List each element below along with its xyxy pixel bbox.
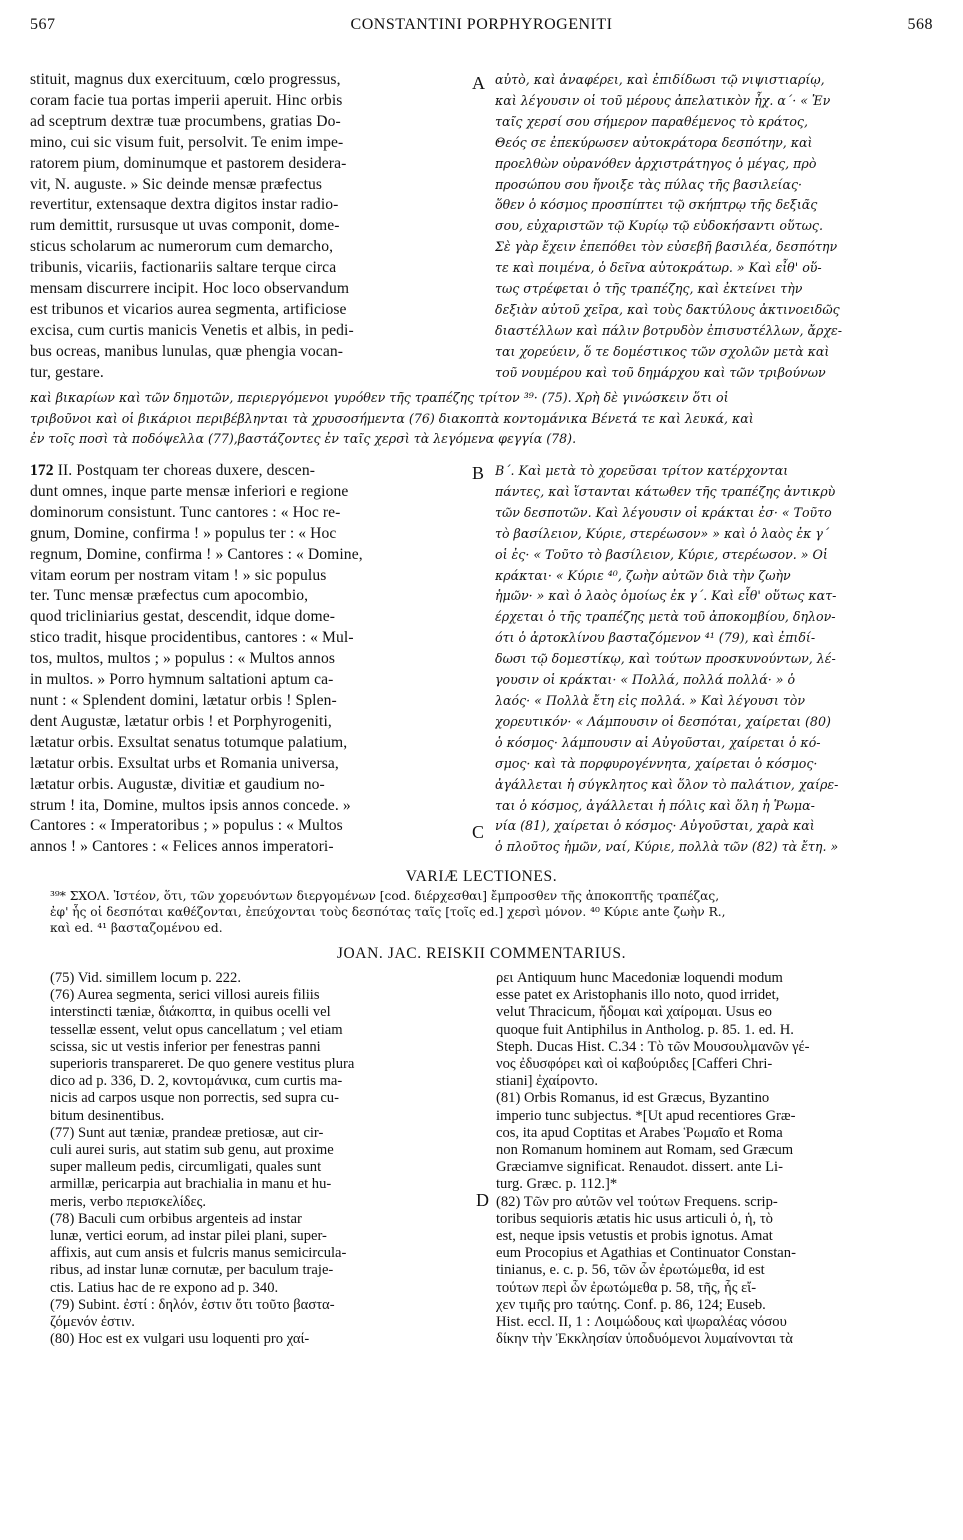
commentary-line: (77) Sunt aut tæniæ, prandeæ pretiosæ, aut cir-: [50, 1124, 324, 1141]
greek-line: ται χορεύειν, ὅ τε δομέστικος τῶν σχολῶν μετὰ καὶ: [495, 343, 830, 359]
greek-line: Θεός σε ἐπεκύρωσεν αὐτοκράτορα δεσπότην, καὶ: [495, 134, 813, 150]
greek-line: σμος· καὶ τὰ πορφυρογέννητα, χαίρεται ὁ κόσμος·: [495, 755, 818, 771]
greek-line: σου, εὐχαριστῶν τῷ Κυρίῳ τῷ εὐδοκήσαντι οὕτως.: [495, 218, 823, 234]
latin-line: stico tradit, hisque procidentibus, cantores : « Mul-: [30, 629, 354, 647]
commentary-line: est, neque ipsis vetustis et probis ignotus. Amat: [496, 1228, 773, 1245]
latin-line-text: II. Postquam ter choreas duxere, descen-: [57, 462, 316, 479]
latin-line: vit, N. auguste. » Sic deinde mensæ præfectus: [30, 175, 323, 193]
latin-line: tur, gestare.: [30, 363, 104, 381]
greek-column-top: [495, 70, 937, 388]
latin-line: ratorem pium, dominumque et pastorem desidera-: [30, 154, 347, 172]
commentary-line: tinianus, e. c. p. 56, τῶν ὧν ἐρωτώμεθα, id est: [496, 1262, 765, 1279]
greek-line: διαστέλλων καὶ πάλιν βοτρυδὸν ἐπισυστέλλων, ἄρχε-: [495, 322, 843, 338]
commentary-line: ctis. Latius hac de re expono ad p. 340.: [50, 1279, 279, 1296]
greek-line: τοῦ νουμέρου καὶ τοῦ δημάρχου καὶ τῶν τριβούνων: [495, 364, 826, 380]
commentary-heading: JOAN. JAC. REISKII COMMENTARIUS.: [336, 945, 627, 962]
commentary-line: affixis, aut cum ansis et fulcris manus semicircula-: [50, 1245, 347, 1262]
greek-line: καὶ λέγουσιν οἱ τοῦ μέρους ἀπελατικὸν ἦχ. α΄· « Ἐν: [495, 92, 831, 108]
latin-line: mensam discurrere incipit. Hoc loco observandum: [30, 280, 350, 298]
variae-lectiones-text: [50, 888, 933, 940]
greek-line: ότι ὁ ἀρτοκλίνου βασταζόμενον ⁴¹ (79), καὶ ἐπιδί-: [495, 630, 816, 646]
section-marker-d: D: [476, 1190, 489, 1210]
variae-lectiones-heading: VARIÆ LECTIONES.: [405, 868, 558, 885]
commentary-line: (78) Baculi cum orbibus argenteis ad instar: [50, 1210, 302, 1227]
section-marker-b: B: [472, 463, 485, 483]
page-number-right: 568: [907, 16, 933, 33]
variant-reading-line: ἐφ' ἧς οἱ δεσπόται καθέζονται, ἐπεύχονται τοὺς δεσπότας ταῖς [τοῖς ed.] χερσὶ μόνον. ⁴⁰ Κύριε ante ζωὴν R.,: [50, 905, 726, 920]
greek-full-width-text: [30, 388, 933, 452]
commentary-line: nicis ad carpos usque non porrectis, sed supra cu-: [50, 1090, 339, 1107]
latin-line: excisa, cum curtis manicis Venetis et albis, in pedi-: [30, 321, 354, 339]
latin-line: stituit, magnus dux exercituum, cœlo progressus,: [30, 71, 341, 88]
greek-line: τῶν δεσποτῶν. Καὶ λέγουσιν οἱ κράκται ἐσ· « Τοῦτο: [495, 504, 832, 520]
commentary-line: (81) Orbis Romanus, id est Græcus, Byzantino: [496, 1090, 770, 1107]
latin-line: nunt : « Splendent domini, lætatur orbis ! Splen-: [30, 691, 337, 709]
greek-line: προελθὼν οὐρανόθεν ἀρχιστράτηγος ὁ μέγας, πρὸ: [495, 155, 817, 171]
latin-line: quod tricliniarius gestat, descendit, idque dome-: [30, 608, 336, 626]
latin-line: mino, cui sic visum fuit, persolvit. Te enim impe-: [30, 133, 344, 151]
commentary-line: τούτων περὶ ὧν ἐρωτώμεθα p. 58, τῆς, ἧς εἴ-: [496, 1279, 757, 1296]
commentary-line: meris, verbo περισκελίδες.: [50, 1193, 207, 1210]
greek-line: γουσιν οἱ κράκται· « Πολλά, πολλά πολλά· » ὁ: [495, 672, 796, 688]
section-marker-a: A: [472, 73, 485, 93]
commentary-line: superioris transpareret. De quo genere vestitus plura: [50, 1056, 355, 1073]
section-marker-c: C: [472, 822, 485, 842]
latin-line: ad sceptrum dextræ tuæ procumbens, gratias Do-: [30, 112, 341, 130]
variant-reading-line: καὶ ed. ⁴¹ βασταζομένου ed.: [50, 921, 223, 936]
commentary-line: velut Thracicum, ἤδομαι καὶ χαίρομαι. Usus eo: [496, 1004, 772, 1021]
latin-line: [30, 461, 468, 482]
running-title: CONSTANTINI PORPHYROGENITI: [350, 16, 613, 33]
latin-line: bus ocreas, manibus lunulas, quæ phengia vocan-: [30, 342, 344, 360]
commentary-line: (80) Hoc est ex vulgari usu loquenti pro χαί-: [50, 1331, 310, 1348]
latin-line: lætatur orbis. Exsultat urbs et Romania universa,: [30, 754, 339, 772]
commentary-line: tessellæ essent, velut opus cancellatum ; vel etiam: [50, 1021, 343, 1038]
commentary-line: imperio tunc subjectus. *[Ut apud recentiores Græ-: [496, 1107, 796, 1124]
commentary-line: armillæ, pericarpia aut brachialia in manu et hu-: [50, 1176, 332, 1193]
commentary-line: interstincti tæniæ, διάκοπτα, in quibus ocelli vel: [50, 1004, 331, 1021]
greek-line: Β΄. Καὶ μετὰ τὸ χορεῦσαι τρίτον κατέρχονται: [495, 463, 789, 478]
greek-line: δωσι τῷ δομεστίκῳ, καὶ τούτων προσκυνούντων, λέ-: [495, 651, 836, 667]
commentary-line: cos, ita apud Coptitas et Arabes Ῥωμαῖο et Roma: [496, 1124, 783, 1141]
commentary-line: scissa, sic ut vestis inferior per fenestras panni: [50, 1038, 321, 1055]
commentary-line: stiani] ἐχαίροντο.: [496, 1073, 598, 1090]
latin-line: in multos. » Porro hymnum saltationi aptum ca-: [30, 671, 334, 689]
greek-line: Σὲ γὰρ ἔχειν ἐπεπόθει τὸν εὐσεβῆ βασιλέα, δεσπότην: [495, 239, 838, 255]
greek-column-middle: [495, 461, 937, 861]
commentary-line: quoque fuit Antiphilus in Antholog. p. 85. 1. ed. H.: [496, 1021, 794, 1038]
commentary-line: bitum desinentibus.: [50, 1107, 165, 1124]
latin-line: est tribunos et vicarios aurea segmenta, artificiose: [30, 300, 347, 318]
greek-line: ἐν τοῖς ποσὶ τὰ ποδόψελλα (77),βαστάζοντες ἐν ταῖς χερσὶ τὰ λεγόμενα φεγγία (78).: [30, 431, 577, 446]
greek-line: χορευτικόν· « Λάμπουσιν οἱ δεσπόται, χαίρεται (80): [495, 713, 831, 729]
commentary-line: ζόμενόν ἐστιν.: [50, 1314, 135, 1331]
latin-line: ter. Tunc mensæ præfectus cum apocombio,: [30, 587, 309, 605]
commentary-line: Hist. eccl. II, 1 : Λοιμώδους καὶ ψωραλέας νόσου: [496, 1314, 787, 1331]
page-number-left: 567: [30, 16, 56, 33]
latin-line: revertitur, extensaque dextra digitos instar radio-: [30, 196, 339, 214]
greek-line: λαός· « Πολλὰ ἔτη εἰς πολλά. » Καὶ λέγουσι τὸν: [495, 692, 806, 708]
latin-line: Cantores : « Imperatoribus ; » populus : « Multos: [30, 817, 343, 835]
latin-line: lætatur orbis. Exsultat senatus totumque palatium,: [30, 733, 348, 751]
greek-line: ὁ κόσμος· λάμπουσιν αἱ Αὐγοῦσται, χαίρεται ὁ κό-: [495, 734, 821, 750]
commentary-line: ρει Antiquum hunc Macedoniæ loquendi modum: [496, 970, 783, 986]
greek-line: τριβοῦνοι καὶ οἱ βικάριοι περιβέβληνται τὰ χρυσοσήμεντα (76) διακοπτὰ κοντομάνικα Βένετά τε καὶ λευκά, καὶ: [30, 410, 754, 426]
commentary-line: Steph. Ducas Hist. C.34 : Τὸ τῶν Μουσουλμανῶν γέ-: [496, 1038, 810, 1055]
latin-line: tos, multos, multos ; » populus : « Multos annos: [30, 650, 336, 668]
page-header: [30, 16, 933, 42]
commentary-line: turg. Græc. p. 112.]*: [496, 1176, 618, 1193]
commentary-line: νος ἐδυσφόρει καὶ οἱ καβούριδες [Cafferi Chri-: [496, 1056, 773, 1073]
latin-line: dunt omnes, inque parte mensæ inferiori e regione: [30, 482, 349, 500]
greek-line: τε καὶ ποιμένα, ὁ δεῖνα αὐτοκράτωρ. » Καὶ εἶθ' οὕ-: [495, 260, 822, 276]
commentary-line: ribus, ad instar lunæ cornutæ, per baculum traje-: [50, 1262, 334, 1279]
section-number: 172: [30, 462, 54, 479]
latin-line: dent Augustæ, lætatur orbis ! et Porphyrogeniti,: [30, 712, 332, 730]
latin-column-middle: [30, 461, 468, 861]
latin-line: rum demittit, rursusque ut uvas componit, dome-: [30, 217, 340, 235]
commentary-line: non Romanum hominem aut Romam, sed Græcum: [496, 1142, 794, 1159]
greek-line: οἱ ἐς· « Τοῦτο τὸ βασίλειον, Κύριε, στερέωσον. » Οἱ: [495, 546, 828, 562]
commentary-line: super malleum pedis, circumligati, quales sunt: [50, 1159, 322, 1176]
latin-line: tribunis, vicariis, factionariis saltare terque circa: [30, 259, 337, 277]
greek-line: ται ὁ κόσμος, ἀγάλλεται ἡ πόλις καὶ ὅλη ἡ Ῥωμα-: [495, 797, 815, 813]
latin-line: vitam eorum per nostram vitam ! » sic populus: [30, 566, 327, 584]
greek-line: τως στρέφεται ὁ τῆς τραπέζης, καὶ ἐκτείνει τὴν: [495, 281, 803, 297]
latin-line: strum ! ita, Domine, multos ipsis annos concede. »: [30, 796, 351, 814]
commentary-left-column: [50, 970, 470, 1532]
greek-line: ἡμῶν· » καὶ ὁ λαὸς ὁμοίως ἐκ γ΄. Καὶ εἶθ' οὕτως κατ-: [495, 588, 837, 604]
greek-line: κράκται· « Κύριε ⁴⁰, ζωὴν αὐτῶν διὰ τὴν ζωὴν: [495, 567, 791, 583]
commentary-line: culi aurei suris, aut statim sub genu, aut proxime: [50, 1142, 334, 1159]
greek-line: δεξιὰν αὐτοῦ χεῖρα, καὶ τοὺς δακτύλους ἀκτινοειδῶς: [495, 301, 840, 317]
commentary-line: δίκην τὴν Ἐκκλησίαν ὑποδυόμενοι λυμαίνονται τὰ: [496, 1331, 793, 1348]
latin-line: annos ! » Cantores : « Felices annos imperatori-: [30, 838, 334, 856]
commentary-line: eum Procopius et Agathias et Continuator Constan-: [496, 1245, 796, 1262]
commentary-line: toribus sequioris ætatis hic usus articuli ὁ, ἡ, τὸ: [496, 1210, 773, 1227]
greek-line: ὁ πλοῦτος ἡμῶν, ναί, Κύριε, πολλὰ τῶν (82) τὰ ἔτη. »: [495, 839, 839, 855]
greek-line: αὐτὸ, καὶ ἀναφέρει, καὶ ἐπιδίδωσι τῷ νιψιστιαρίῳ,: [495, 72, 825, 87]
variant-reading-line: ³⁹* ΣΧΟΛ. Ἰστέον, ὅτι, τῶν χορευόντων διεργομένων [cod. διέρχεσθαι] ἔμπροσθεν τῆς ἀποκοπτῆς τραπέζας,: [50, 889, 720, 903]
latin-line: gnum, Domine, confirma ! » populus ter : « Hoc: [30, 524, 337, 542]
commentary-line: (79) Subint. ἐστί : δηλόν, ἐστιν ὅτι τοῦτο βαστα-: [50, 1296, 335, 1313]
greek-line: ταῖς χερσί σου σήμερον παραθέμενος τὸ κράτος,: [495, 113, 808, 129]
commentary-line: χεν τιμῆς pro ταύτης. Conf. p. 86, 124; Euseb.: [496, 1296, 766, 1313]
commentary-line: (82) Τῶν pro αὐτῶν vel τούτων Frequens. scrip-: [496, 1193, 778, 1210]
greek-line: προσώπου σου ἤνοιξε τὰς πύλας τῆς βασιλείας·: [495, 176, 803, 192]
greek-line: έρχεται ὁ τῆς τραπέζης μετὰ τοῦ ἀποκομβίου, δηλον-: [495, 609, 836, 625]
latin-column-top: [30, 70, 468, 388]
greek-line: ἀγάλλεται ἡ σύγκλητος καὶ ὅλον τὸ παλάτιον, χαίρε-: [495, 776, 839, 792]
commentary-line: lunæ, vertici eorum, ad instar pilei plani, super-: [50, 1228, 327, 1245]
latin-line: lætatur orbis. Augustæ, divitiæ et gaudium no-: [30, 775, 325, 793]
greek-line: καὶ βικαρίων καὶ τῶν δημοτῶν, περιεργόμενοι γυρόθεν τῆς τραπέζης τρίτον ³⁹· (75). Χρὴ δὲ γινώσκειν ὅτι οἱ: [30, 390, 729, 405]
latin-line: regnum, Domine, confirma ! » Cantores : « Domine,: [30, 545, 363, 563]
commentary-right-column: [496, 970, 936, 1532]
commentary-line: esse patet ex Aristophanis illo noto, quod irridet,: [496, 987, 780, 1004]
commentary-line: (75) Vid. simillem locum p. 222.: [50, 970, 241, 986]
latin-line: coram facie tua portas imperii aperuit. Hinc orbis: [30, 91, 343, 109]
greek-line: ὅθεν ὁ κόσμος προσπίπτει τῷ σκήπτρῳ τῆς δεξιᾶς: [495, 197, 818, 213]
latin-line: sticus scholarum ac numerorum cum demarcho,: [30, 238, 334, 256]
latin-line: dominorum consistunt. Tunc cantores : « Hoc re-: [30, 503, 341, 521]
commentary-line: dico ad p. 336, D. 2, κοντομάνικα, cum curtis ma-: [50, 1073, 343, 1090]
commentary-line: (76) Aurea segmenta, serici villosi aureis filiis: [50, 987, 320, 1004]
greek-line: τὸ βασίλειον, Κύριε, στερέωσον» » καὶ ὁ λαὸς ἐκ γ΄: [495, 525, 830, 541]
greek-line: νία (81), χαίρεται ὁ κόσμος· Αὐγοῦσται, χαρὰ καὶ: [495, 818, 815, 834]
commentary-line: Græciamve significat. Renaudot. dissert. ante Li-: [496, 1159, 783, 1176]
greek-line: πάντες, καὶ ἵστανται κάτωθεν τῆς τραπέζης ἀντικρὺ: [495, 483, 836, 499]
